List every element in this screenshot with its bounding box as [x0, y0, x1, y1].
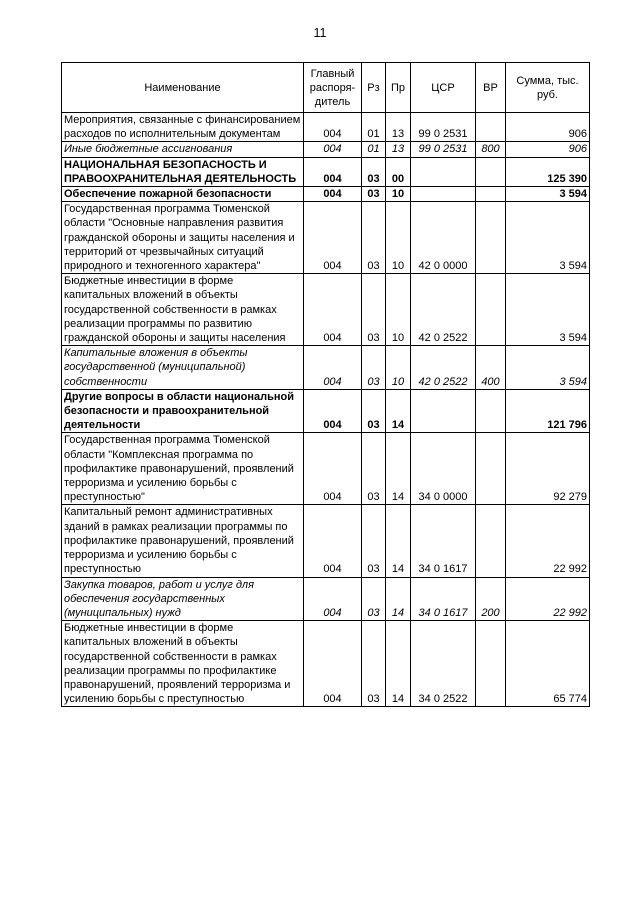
- cell-rz: 03: [362, 505, 386, 577]
- table-row: [62, 157, 590, 186]
- table-row: [62, 505, 590, 577]
- table-header-row: [62, 63, 590, 113]
- cell-rz: 03: [362, 274, 386, 346]
- cell-pr: 14: [386, 505, 411, 577]
- cell-sum: 125 390: [506, 157, 590, 186]
- cell-rz: 03: [362, 389, 386, 433]
- cell-rz: 01: [362, 142, 386, 157]
- cell-sum: 121 796: [506, 389, 590, 433]
- header-csr: ЦСР: [411, 63, 476, 113]
- cell-rz: 03: [362, 577, 386, 621]
- header-pr: Пр: [386, 63, 411, 113]
- table-row: [62, 621, 590, 707]
- cell-admin: 004: [304, 433, 362, 505]
- cell-rz: 03: [362, 621, 386, 707]
- cell-csr: 34 0 2522: [411, 621, 476, 707]
- cell-admin: 004: [304, 113, 362, 142]
- cell-sum: 906: [506, 113, 590, 142]
- header-sum: Сумма, тыс. руб.: [506, 63, 590, 113]
- cell-csr: 34 0 1617: [411, 577, 476, 621]
- cell-admin: 004: [304, 187, 362, 202]
- cell-admin: 004: [304, 142, 362, 157]
- cell-csr: [411, 187, 476, 202]
- cell-name: Иные бюджетные ассигнования: [62, 142, 304, 157]
- table-row: [62, 346, 590, 390]
- cell-admin: 004: [304, 346, 362, 390]
- cell-name: Мероприятия, связанные с финансированием расходов по исполнительным документам: [62, 113, 304, 142]
- cell-vr: 400: [476, 346, 506, 390]
- cell-admin: 004: [304, 577, 362, 621]
- cell-csr: 34 0 1617: [411, 505, 476, 577]
- header-rz: Рз: [362, 63, 386, 113]
- cell-pr: 14: [386, 433, 411, 505]
- cell-vr: [476, 389, 506, 433]
- cell-rz: 03: [362, 433, 386, 505]
- cell-pr: 10: [386, 187, 411, 202]
- cell-vr: 800: [476, 142, 506, 157]
- header-admin: Главный распоря-дитель: [304, 63, 362, 113]
- cell-admin: 004: [304, 274, 362, 346]
- cell-rz: 03: [362, 157, 386, 186]
- header-vr: ВР: [476, 63, 506, 113]
- page-number: 11: [313, 26, 327, 40]
- table-row: [62, 113, 590, 142]
- header-name: Наименование: [62, 63, 304, 113]
- cell-rz: 03: [362, 202, 386, 274]
- table-row: [62, 274, 590, 346]
- cell-name: Другие вопросы в области национальной безопасности и правоохранительной деятельности: [62, 389, 304, 433]
- budget-table: [61, 62, 590, 707]
- cell-name: Государственная программа Тюменской области "Комплексная программа по профилактике правонарушений, проявлений терроризма и усилению борьбы с преступностью": [62, 433, 304, 505]
- cell-vr: [476, 187, 506, 202]
- cell-sum: 22 992: [506, 505, 590, 577]
- cell-name: Бюджетные инвестиции в форме капитальных вложений в объекты государственной собственности в рамках реализации программы по профилактике правонарушений, проявлений терроризма и усилению борьбы с преступностью: [62, 621, 304, 707]
- cell-csr: [411, 389, 476, 433]
- cell-pr: 14: [386, 577, 411, 621]
- cell-name: Бюджетные инвестиции в форме капитальных вложений в объекты государственной собственности в рамках реализации программы по развитию гражданской обороны и защиты населения: [62, 274, 304, 346]
- cell-name: Закупка товаров, работ и услуг для обеспечения государственных (муниципальных) нужд: [62, 577, 304, 621]
- cell-pr: 10: [386, 202, 411, 274]
- cell-csr: 42 0 0000: [411, 202, 476, 274]
- cell-pr: 14: [386, 621, 411, 707]
- table-row: [62, 187, 590, 202]
- cell-name: Государственная программа Тюменской области "Основные направления развития гражданской обороны и защиты населения и территорий от чрезвычайных ситуаций природного и техногенного характера": [62, 202, 304, 274]
- cell-sum: 3 594: [506, 274, 590, 346]
- cell-admin: 004: [304, 505, 362, 577]
- cell-csr: [411, 157, 476, 186]
- cell-pr: 10: [386, 346, 411, 390]
- cell-name: Обеспечение пожарной безопасности: [62, 187, 304, 202]
- cell-pr: 13: [386, 113, 411, 142]
- cell-admin: 004: [304, 389, 362, 433]
- cell-vr: [476, 113, 506, 142]
- cell-name: НАЦИОНАЛЬНАЯ БЕЗОПАСНОСТЬ И ПРАВООХРАНИТЕЛЬНАЯ ДЕЯТЕЛЬНОСТЬ: [62, 157, 304, 186]
- cell-name: Капитальный ремонт административных зданий в рамках реализации программы по профилактике правонарушений, проявлений терроризма и усилению борьбы с преступностью: [62, 505, 304, 577]
- cell-pr: 14: [386, 389, 411, 433]
- cell-pr: 13: [386, 142, 411, 157]
- cell-sum: 3 594: [506, 187, 590, 202]
- cell-pr: 00: [386, 157, 411, 186]
- cell-csr: 42 0 2522: [411, 274, 476, 346]
- table-row: [62, 202, 590, 274]
- table-row: [62, 389, 590, 433]
- cell-vr: [476, 274, 506, 346]
- cell-pr: 10: [386, 274, 411, 346]
- table-row: [62, 577, 590, 621]
- cell-sum: 906: [506, 142, 590, 157]
- cell-admin: 004: [304, 621, 362, 707]
- cell-name: Капитальные вложения в объекты государственной (муниципальной) собственности: [62, 346, 304, 390]
- cell-csr: 34 0 0000: [411, 433, 476, 505]
- cell-csr: 99 0 2531: [411, 113, 476, 142]
- cell-sum: 22 992: [506, 577, 590, 621]
- table-body: [62, 113, 590, 707]
- cell-vr: [476, 157, 506, 186]
- cell-vr: [476, 202, 506, 274]
- cell-csr: 42 0 2522: [411, 346, 476, 390]
- table-row: [62, 433, 590, 505]
- cell-rz: 03: [362, 187, 386, 202]
- cell-sum: 65 774: [506, 621, 590, 707]
- cell-admin: 004: [304, 157, 362, 186]
- cell-sum: 3 594: [506, 202, 590, 274]
- cell-sum: 3 594: [506, 346, 590, 390]
- cell-rz: 01: [362, 113, 386, 142]
- cell-rz: 03: [362, 346, 386, 390]
- cell-vr: 200: [476, 577, 506, 621]
- table-row: [62, 142, 590, 157]
- cell-vr: [476, 621, 506, 707]
- cell-csr: 99 0 2531: [411, 142, 476, 157]
- cell-sum: 92 279: [506, 433, 590, 505]
- cell-vr: [476, 505, 506, 577]
- cell-vr: [476, 433, 506, 505]
- cell-admin: 004: [304, 202, 362, 274]
